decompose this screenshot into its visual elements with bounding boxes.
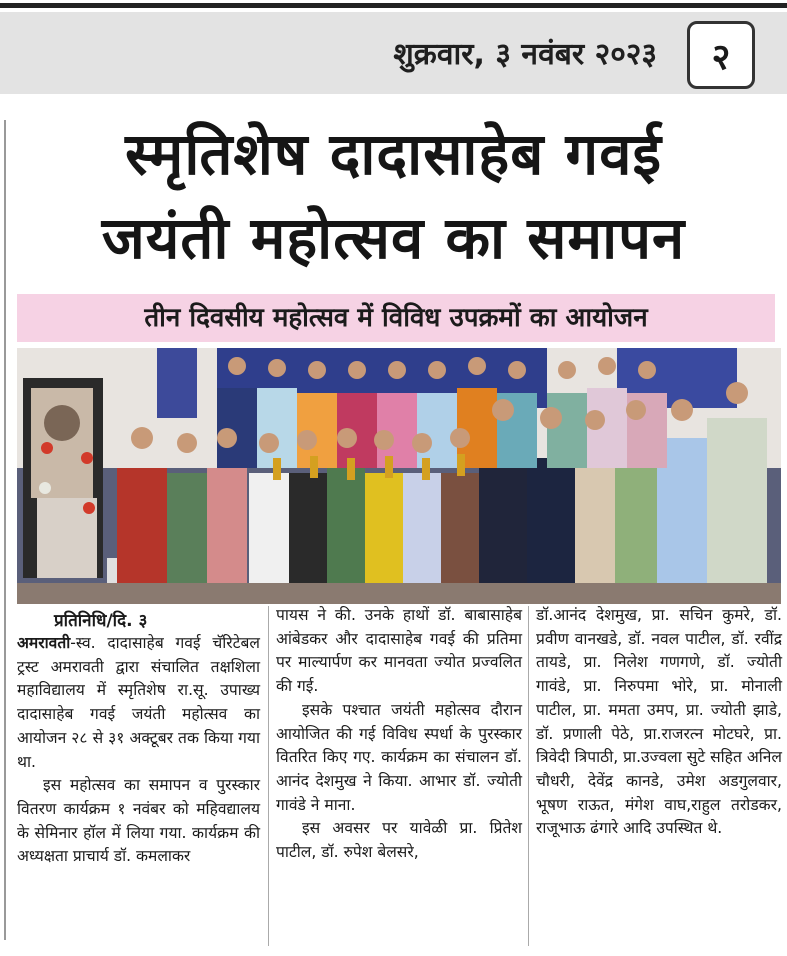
dateline-place: अमरावती — [17, 634, 71, 652]
byline: प्रतिनिधि/दि. ३ — [54, 611, 148, 631]
top-rule — [0, 3, 787, 8]
paragraph: इसके पश्चात जयंती महोत्सव दौरान आयोजित की गई विविध स्पर्धा के पुरस्कार वितरित किए गए. कार्यक्रम का संचालन डॉ. आनंद देशमुख ने किया. आभार डॉ. ज्योती गावंडे ने माना. — [276, 700, 522, 814]
article-column-2 — [276, 604, 522, 865]
subheadline: तीन दिवसीय महोत्सव में विविध उपक्रमों का आयोजन — [17, 294, 775, 342]
issue-date: शुक्रवार, ३ नवंबर २०२३ — [393, 37, 657, 72]
paragraph: डॉ.आनंद देशमुख, प्रा. सचिन कुमरे, डॉ. प्रवीण वानखडे, डॉ. नवल पाटील, डॉ. रवींद्र तायडे, प्रा. निलेश गणगणे, डॉ. ज्योती गावंडे, प्रा. निरुपमा भोरे, प्रा. मोनाली पाटील, प्रा. ममता उमप, प्रा. ज्योती झाडे, डॉ. प्रणाली पेठे, प्रा.राजरत्न मोटघरे, प्रा. त्रिवेदी त्रिपाठी, प्रा.उज्वला सुटे सहित अनिल चौधरी, देवेंद्र कानडे, उमेश अडगुलवार, भूषण राऊत, मंगेश वाघ,राहुल तरोडकर, राजूभाऊ ढंगारे आदि उपस्थित थे. — [536, 606, 782, 838]
column-divider — [268, 606, 269, 946]
headline-line-2: जयंती महोत्सव का समापन — [101, 204, 686, 272]
page-number: २ — [687, 21, 755, 89]
page-header — [0, 12, 787, 94]
headline-line-1: स्मृतिशेष दादासाहेब गवई — [125, 120, 662, 188]
column-divider — [528, 606, 529, 946]
paragraph: पायस ने की. उनके हाथों डॉ. बाबासाहेब आंबेडकर और दादासाहेब गवई की प्रतिमा पर माल्यार्पण कर मानवता ज्योत प्रज्वलित की गई. — [276, 606, 522, 696]
article-column-1 — [17, 632, 260, 869]
paragraph: इस अवसर पर यावेळी प्रा. प्रितेश पाटील, डॉ. रुपेश बेलसरे, — [276, 819, 522, 862]
paragraph: -स्व. दादासाहेब गवई चॅरिटेबल ट्रस्ट अमरावती द्वारा संचालित तक्षशिला महाविद्यालय में स्मृतिशेष रा.सू. उपाख्य दादासाहेब गवई जयंती महोत्सव का आयोजन २८ से ३१ अक्टूबर तक किया गया था. — [17, 634, 260, 771]
group-photo — [17, 348, 781, 604]
article-column-3 — [536, 604, 782, 841]
paragraph: इस महोत्सव का समापन व पुरस्कार वितरण कार्यक्रम १ नवंबर को महिवद्यालय के सेमिनार हॉल में लिया गया. कार्यक्रम की अध्यक्षता प्राचार्य डॉ. कमलाकर — [17, 776, 260, 866]
